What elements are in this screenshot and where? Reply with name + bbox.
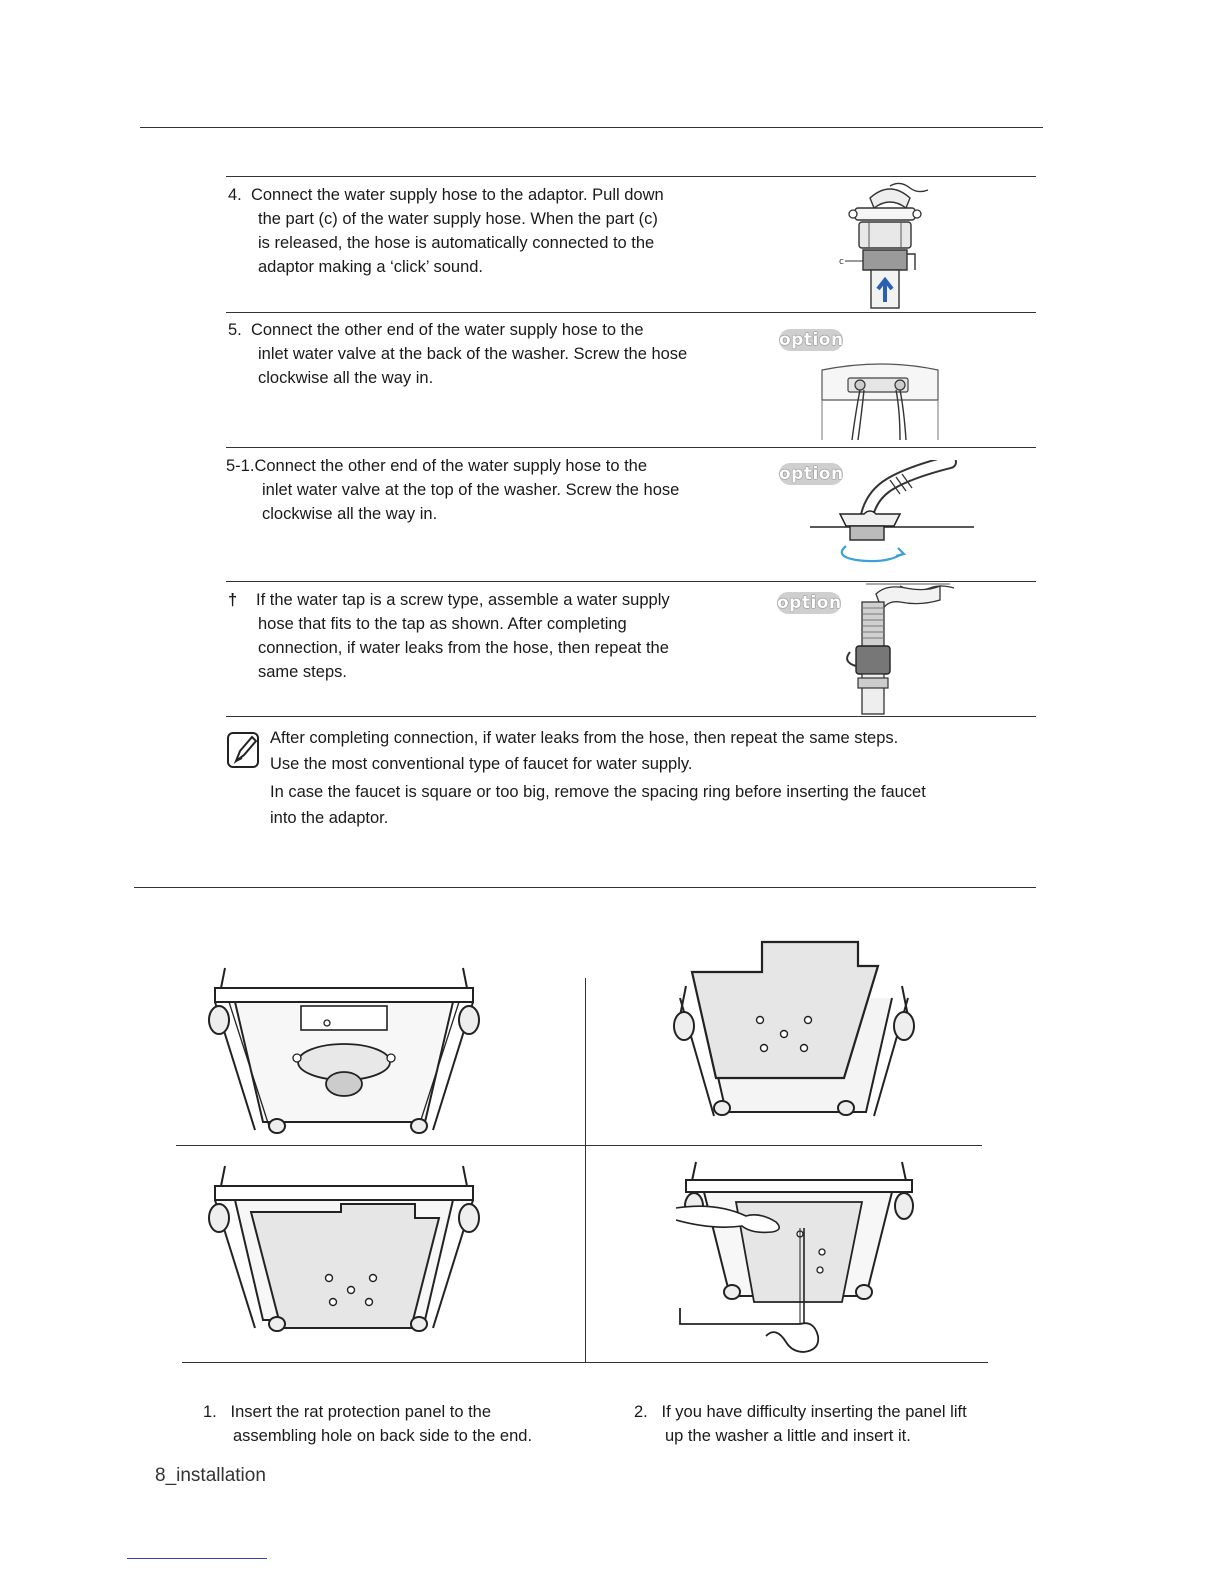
step-text: If the water tap is a screw type, assemble a water supply: [256, 591, 670, 609]
step-text: inlet water valve at the back of the washer. Screw the hose: [258, 345, 688, 363]
step-text: clockwise all the way in.: [262, 505, 438, 523]
section-rule: [134, 887, 1036, 888]
row-rule-3: [226, 447, 1036, 448]
step-text: clockwise all the way in.: [258, 369, 434, 387]
caption-number: 1.: [203, 1403, 217, 1421]
grid-vertical-divider: [585, 978, 586, 1362]
note-line: into the adaptor.: [270, 809, 389, 827]
grid-rule-bottom: [182, 1362, 988, 1363]
note-line: In case the faucet is square or too big, remove the spacing ring before inserting the faucet: [270, 783, 926, 801]
caption-text: If you have difficulty inserting the panel lift: [661, 1403, 967, 1421]
caption-text: assembling hole on back side to the end.: [233, 1427, 533, 1445]
step-text: Connect the other end of the water supply hose to the: [254, 457, 648, 475]
step-text: is released, the hose is automatically connected to the: [258, 234, 655, 252]
note-line: After completing connection, if water leaks from the hose, then repeat the same steps.: [270, 729, 899, 747]
option-badge: option: [777, 593, 842, 613]
top-inlet-valve-illustration: [810, 460, 974, 572]
lift-washer-illustration: [676, 1158, 922, 1358]
option-badge: option: [779, 330, 844, 350]
step-number: 5-1.: [226, 457, 255, 475]
grid-rule-middle: [176, 1145, 982, 1146]
step-text: inlet water valve at the top of the washer. Screw the hose: [262, 481, 680, 499]
row-rule-1: [226, 176, 1036, 177]
note-pencil-icon: [226, 731, 260, 769]
row-rule-5: [226, 716, 1036, 717]
step-text: same steps.: [258, 663, 347, 681]
caption-text: Insert the rat protection panel to the: [230, 1403, 492, 1421]
step-number: 4.: [228, 186, 242, 204]
step-screw-type: [228, 588, 670, 684]
note-text: [270, 725, 926, 831]
row-rule-2: [226, 312, 1036, 313]
caption-number: 2.: [634, 1403, 648, 1421]
panel-insertion-illustration: [670, 938, 920, 1120]
step-text: connection, if water leaks from the hose, then repeat the: [258, 639, 669, 657]
step-text: hose that fits to the tap as shown. After completing: [258, 615, 627, 633]
top-rule: [140, 127, 1043, 128]
step-text: the part (c) of the water supply hose. When the part (c): [258, 210, 658, 228]
caption-text: up the washer a little and insert it.: [665, 1427, 911, 1445]
step-text: Connect the other end of the water supply hose to the: [250, 321, 644, 339]
step-4: [228, 183, 664, 279]
step-5: [228, 318, 687, 390]
page-label: 8_installation: [155, 1465, 266, 1486]
step-text: Connect the water supply hose to the adaptor. Pull down: [250, 186, 664, 204]
screw-tap-illustration: [836, 580, 956, 716]
dagger-bullet: †: [228, 591, 238, 609]
option-badge: option: [779, 464, 844, 484]
adaptor-connection-illustration: [835, 178, 935, 310]
washer-underside-illustration: [205, 962, 485, 1138]
caption-1: [203, 1400, 532, 1448]
footer-rule: [127, 1558, 267, 1559]
caption-2: [634, 1400, 967, 1448]
figure-label-c: c: [839, 257, 844, 267]
step-number: 5.: [228, 321, 242, 339]
note-line: Use the most conventional type of faucet for water supply.: [270, 755, 693, 773]
panel-installed-illustration: [205, 1160, 485, 1336]
step-5-1: [226, 454, 679, 526]
step-text: adaptor making a ‘click’ sound.: [258, 258, 484, 276]
back-inlet-valve-illustration: [818, 360, 942, 442]
